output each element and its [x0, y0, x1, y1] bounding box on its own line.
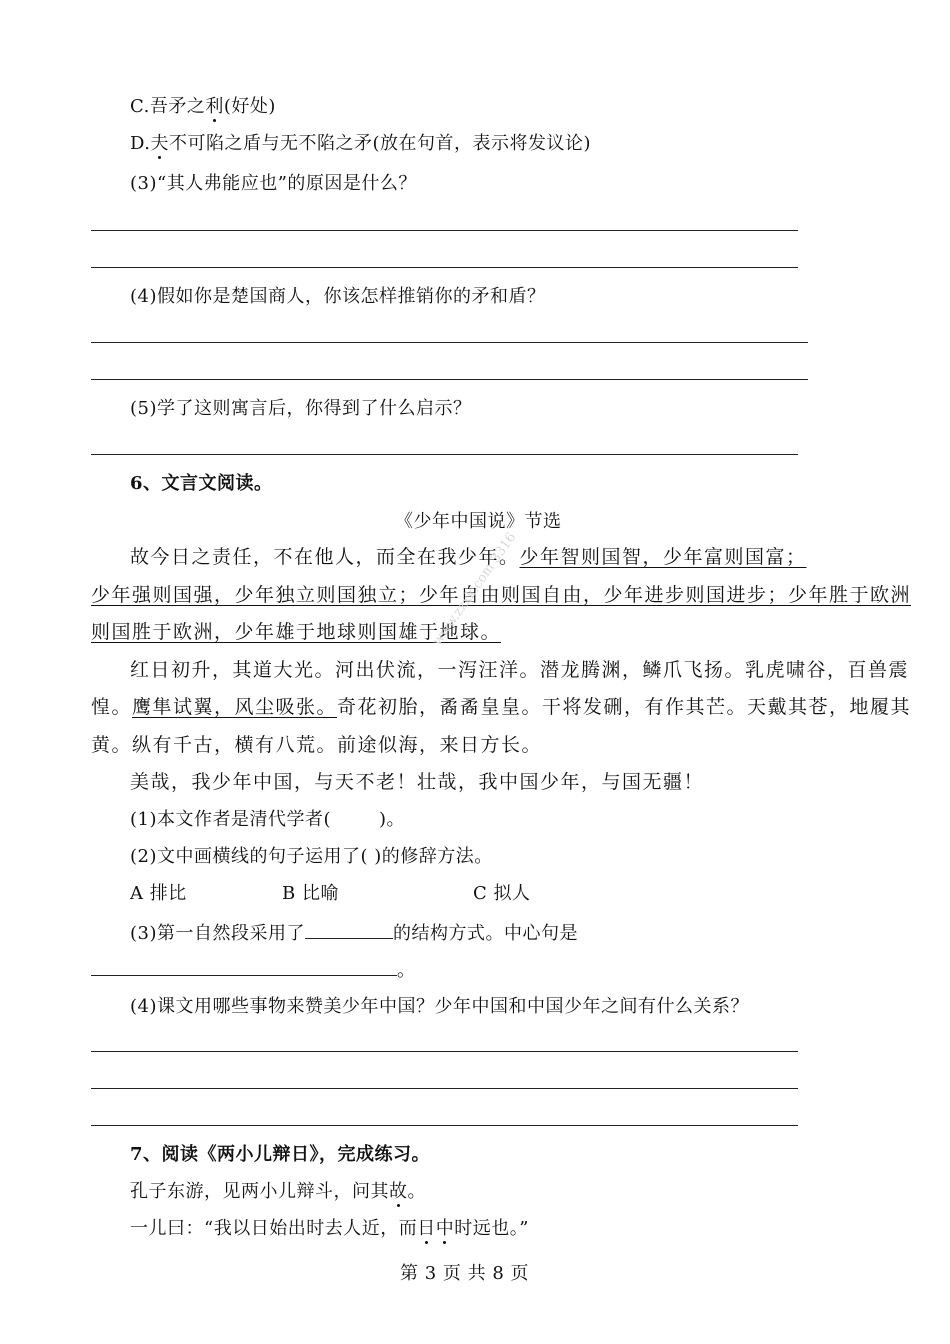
q5-sub5: (5)学了这则寓言后，你得到了什么启示？	[130, 398, 472, 419]
answer-line	[91, 1125, 798, 1126]
option-b: B 比喻	[282, 883, 339, 904]
q6-sub2: (2)文中画横线的句子运用了( )的修辞方法。	[130, 846, 493, 867]
option-c-choice: C 拟人	[473, 883, 531, 904]
option-d: D.夫不可陷之盾与无不陷之矛(放在句首，表示将发议论)	[130, 133, 592, 154]
q6-sub1: (1)本文作者是清代学者( )。	[130, 809, 406, 830]
answer-line	[91, 454, 798, 455]
passage-p3: 美哉，我少年中国，与天不老！壮哉，我中国少年，与国无疆！	[130, 771, 705, 793]
option-a: A 排比	[130, 883, 187, 904]
answer-line	[91, 1051, 798, 1052]
passage-p2-line2: 惶。鹰隼试翼，风尘吸张。奇花初胎，矞矞皇皇。干将发硎，有作其芒。天戴其苍，地履其	[91, 696, 912, 718]
passage-p2-line1: 红日初升，其道大光。河出伏流，一泻汪洋。潜龙腾渊，鳞爪飞扬。乳虎啸谷，百兽震	[130, 659, 910, 681]
q7-line1: 孔子东游，见两小儿辩斗，问其故。	[130, 1181, 426, 1202]
q7-heading: 7、阅读《两小儿辩日》，完成练习。	[130, 1144, 431, 1165]
q6-sub3-answer: 。	[91, 957, 416, 983]
page-footer: 第 3 页 共 8 页	[400, 1263, 530, 1284]
passage-p1-line1: 故今日之责任，不在他人，而全在我少年。少年智则国智，少年富则国富；	[130, 546, 807, 568]
passage-p2-line3: 黄。纵有千古，横有八荒。前途似海，来日方长。	[91, 734, 543, 756]
q5-sub3: (3)“其人弗能应也”的原因是什么？	[130, 173, 417, 194]
answer-line	[91, 379, 808, 380]
q6-heading: 6、文言文阅读。	[130, 473, 273, 494]
passage-p1-line2: 少年强则国强，少年独立则国独立；少年自由则国自由，少年进步则国进步；少年胜于欧洲	[91, 584, 912, 606]
answer-line	[91, 1088, 798, 1089]
answer-line	[91, 267, 798, 268]
q7-line2: 一儿曰：“我以日始出时去人近，而日中时远也。”	[130, 1218, 529, 1239]
answer-line	[91, 342, 808, 343]
q5-sub4: (4)假如你是楚国商人，你该怎样推销你的矛和盾？	[130, 286, 546, 307]
passage-title: 《少年中国说》节选	[395, 511, 562, 532]
passage-p1-line3: 则国胜于欧洲，少年雄于地球则国雄于地球。	[91, 621, 502, 643]
watermark: www.zxxk.com 3316	[430, 530, 520, 649]
q6-sub3: (3)第一自然段采用了 的结构方式。中心句是	[130, 920, 578, 946]
answer-line	[91, 230, 798, 231]
q6-sub4: (4)课文用哪些事物来赞美少年中国？少年中国和中国少年之间有什么关系？	[130, 996, 749, 1017]
option-c: C.吾矛之利(好处)	[130, 96, 276, 117]
